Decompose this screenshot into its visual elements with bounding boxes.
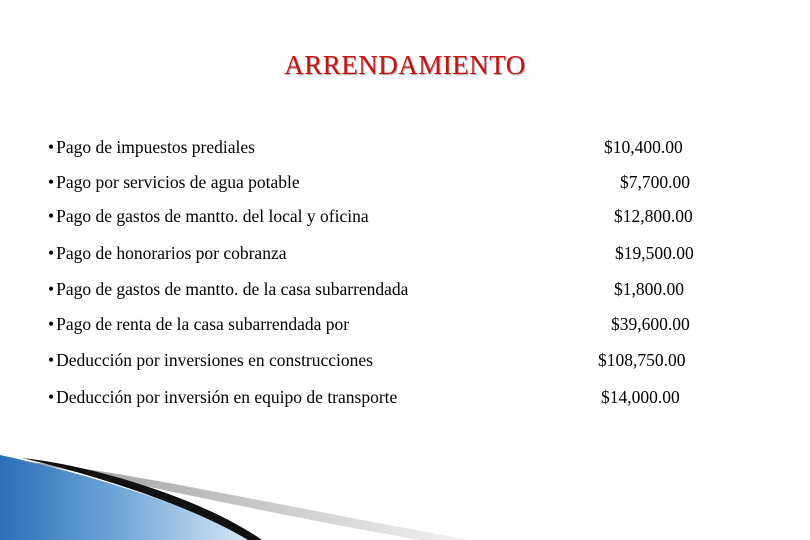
item-amount: $7,700.00 (620, 172, 690, 192)
item-label: Pago de impuestos prediales (56, 137, 255, 157)
bullet-icon: • (48, 137, 55, 157)
item-amount: $19,500.00 (615, 243, 694, 263)
item-label: Deducción por inversión en equipo de transporte (56, 387, 398, 407)
list-item (0, 279, 810, 305)
gray-swoosh-shape (28, 462, 470, 540)
item-amount: $108,750.00 (598, 350, 686, 370)
list-item (0, 314, 810, 340)
list-item (0, 206, 810, 232)
list-item (0, 350, 810, 376)
bullet-icon: • (48, 314, 55, 334)
item-amount: $12,800.00 (614, 206, 693, 226)
item-label-text (48, 206, 369, 227)
dark-swoosh-shape (22, 458, 262, 540)
list-item (0, 137, 810, 163)
item-label: Pago de renta de la casa subarrendada por (56, 314, 350, 334)
item-label-text (48, 243, 286, 264)
item-label-text (48, 172, 300, 193)
list-item (0, 172, 810, 198)
bullet-icon: • (48, 387, 55, 407)
item-label: Pago de gastos de mantto. del local y oficina (56, 206, 369, 226)
bullet-icon: • (48, 206, 55, 226)
item-label-text (48, 279, 408, 300)
bullet-icon: • (48, 350, 55, 370)
item-amount: $10,400.00 (604, 137, 683, 157)
item-label: Pago por servicios de agua potable (56, 172, 300, 192)
item-label-text (48, 350, 373, 371)
item-label-text (48, 137, 255, 158)
item-label: Deducción por inversiones en construcciones (56, 350, 373, 370)
bullet-icon: • (48, 243, 55, 263)
item-label-text (48, 387, 397, 408)
list-item (0, 243, 810, 269)
item-label-text (48, 314, 349, 335)
bullet-icon: • (48, 172, 55, 192)
slide-title: ARRENDAMIENTO (284, 50, 526, 80)
item-amount: $1,800.00 (614, 279, 684, 299)
bullet-icon: • (48, 279, 55, 299)
item-label: Pago de gastos de mantto. de la casa subarrendada (56, 279, 409, 299)
item-amount: $39,600.00 (611, 314, 690, 334)
item-label: Pago de honorarios por cobranza (56, 243, 287, 263)
blue-swoosh-shape (0, 455, 262, 540)
list-item (0, 387, 810, 413)
item-amount: $14,000.00 (601, 387, 680, 407)
